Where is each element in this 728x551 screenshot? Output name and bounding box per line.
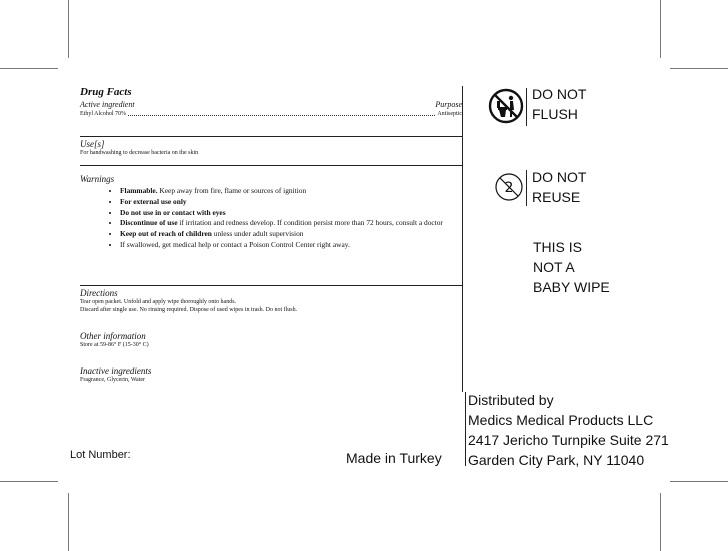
crop-mark-right-top: [670, 68, 728, 69]
directions-line-2: Discard after single use. No rinsing required. Dispose of used wipes in trash. Do not flush.: [80, 307, 298, 313]
warning-item: • Do not use in or contact with eyes: [120, 208, 462, 219]
leader-dots: [128, 110, 435, 116]
distributor-divider: [465, 392, 466, 466]
distributor-line-2: Medics Medical Products LLC: [468, 412, 654, 428]
other-information-text: Store at 59-86° F (15-30° C): [80, 342, 149, 348]
uses-text: For handwashing to decrease bacteria on the skin: [80, 150, 199, 156]
warning-item: • Flammable. Keep away from fire, flame or sources of ignition: [120, 186, 462, 197]
warnings-heading: Warnings: [80, 174, 115, 184]
active-ingredient-value: Ethyl Alcohol 70%: [80, 111, 126, 117]
warnings-list: [80, 186, 462, 251]
warning-item: • Discontinue of use if irritation and redness develop. If condition persist more than 72 hours, consult a doctor: [120, 218, 462, 229]
drug-facts-title: Drug Facts: [80, 86, 132, 98]
panel-divider: [462, 86, 463, 392]
crop-mark-top-right: [660, 0, 661, 58]
active-ingredient-heading: Active ingredient: [80, 100, 135, 109]
crop-mark-left-top: [0, 68, 58, 69]
distributor-line-3: 2417 Jericho Turnpike Suite 271: [468, 432, 669, 448]
drug-facts-panel: [80, 86, 462, 392]
section-divider: [80, 136, 462, 137]
no-reuse-label: DO NOT REUSE: [532, 169, 587, 205]
other-information-heading: Other information: [80, 331, 146, 341]
active-ingredient-row: [80, 110, 462, 118]
directions-heading: Directions: [80, 288, 118, 298]
section-divider: [80, 165, 462, 166]
crop-mark-bottom-right: [660, 493, 661, 551]
svg-text:2: 2: [504, 180, 514, 196]
no-reuse-icon: [494, 172, 524, 202]
warnings-section: [80, 174, 462, 251]
inactive-ingredients-text: Fragrance, Glycerin, Water: [80, 377, 146, 383]
made-in-label: Made in Turkey: [346, 450, 442, 466]
uses-heading: Use[s]: [80, 139, 105, 149]
other-information-section: [80, 331, 462, 349]
distributor-block: [468, 390, 669, 470]
crop-mark-right-bottom: [670, 481, 728, 482]
inactive-ingredients-heading: Inactive ingredients: [80, 366, 152, 376]
crop-mark-bottom-left: [68, 493, 69, 551]
not-baby-wipe-label: THIS IS NOT A BABY WIPE: [533, 239, 610, 295]
inactive-ingredients-section: [80, 366, 462, 384]
warning-item: • For external use only: [120, 197, 462, 208]
purpose-value: Antiseptic: [437, 111, 462, 117]
no-flush-icon: [488, 88, 524, 124]
no-flush-label: DO NOT FLUSH: [532, 86, 587, 122]
warning-item: • Keep out of reach of children unless under adult supervision: [120, 229, 462, 240]
active-ingredient-header-row: [80, 100, 462, 110]
section-divider: [80, 285, 462, 286]
directions-section: [80, 288, 462, 314]
uses-section: [80, 139, 462, 157]
crop-mark-top-left: [68, 0, 69, 58]
no-flush-separator: [526, 88, 527, 126]
crop-mark-left-bottom: [0, 481, 58, 482]
warning-item: • If swallowed, get medical help or contact a Poison Control Center right away.: [120, 240, 462, 251]
lot-number-label: Lot Number:: [70, 449, 131, 461]
directions-line-1: Tear open packet. Unfold and apply wipe thoroughly onto hands.: [80, 299, 237, 305]
distributor-line-1: Distributed by: [468, 392, 554, 408]
no-reuse-separator: [526, 170, 527, 206]
distributor-line-4: Garden City Park, NY 11040: [468, 452, 645, 468]
purpose-heading: Purpose: [435, 100, 462, 109]
